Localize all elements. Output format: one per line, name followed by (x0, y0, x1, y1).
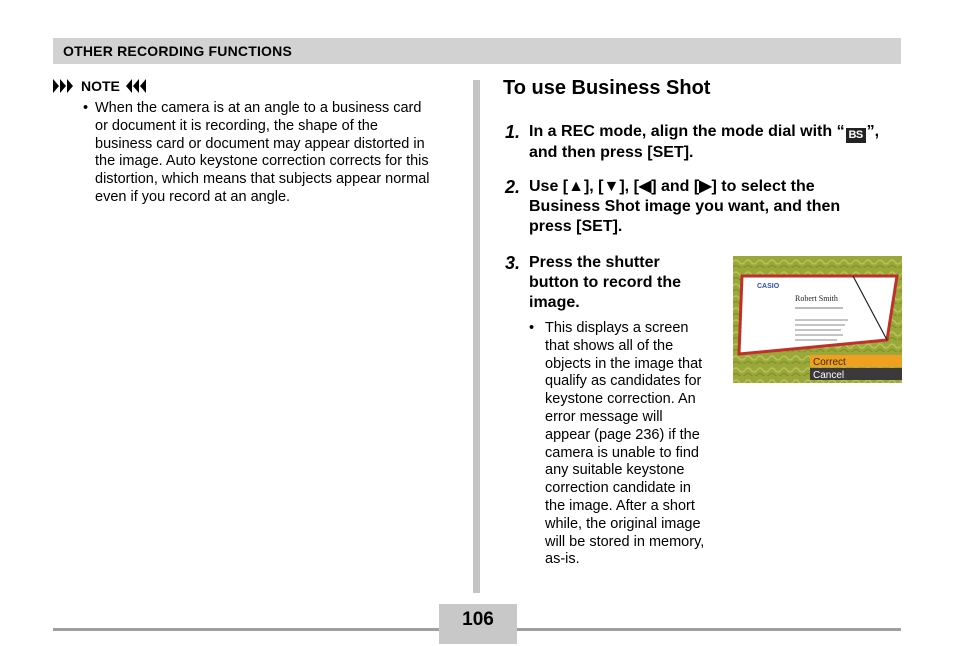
step-2-line: Use [▲], [▼], [◀] and [▶] to select the (529, 178, 815, 195)
step-1-line-1 (529, 122, 909, 143)
step-3-bullet-line: while, the original image (545, 515, 701, 532)
note-right-arrows-icon (126, 79, 148, 93)
section-title: To use Business Shot (503, 77, 711, 99)
step-3-bullet-line: This displays a screen (545, 320, 689, 336)
card-brand: CASIO (757, 283, 780, 290)
menu-item-correct: Correct (813, 357, 846, 368)
note-line: the image. Auto keystone correction corrects for this (95, 153, 429, 170)
step-3-bullet-text (529, 320, 719, 569)
step-3-number: 3. (505, 253, 521, 273)
note-line: distortion, which means that subjects appear normal (95, 171, 430, 188)
note-line: When the camera is at an angle to a business card (95, 100, 422, 116)
note-bullet: • (83, 100, 89, 116)
step-2-text (529, 177, 899, 237)
step-2-line: press [SET]. (529, 218, 623, 235)
page-number-box (439, 604, 517, 644)
note-body (80, 100, 452, 207)
camera-screen-image (733, 256, 902, 383)
step-3-bullet-line: objects in the image that (545, 355, 703, 372)
step-3-bullet-line: the image. After a short (545, 497, 695, 514)
note-heading (53, 78, 148, 94)
step-3-bullet: • (529, 320, 535, 336)
step-3-bullet-line: camera is unable to find (545, 444, 699, 461)
step-1-line-1-end: ”, (866, 123, 880, 140)
step-1-text (529, 122, 909, 163)
step-2-line: Business Shot image you want, and then (529, 198, 841, 215)
step-3-bullet-line: that shows all of the (545, 337, 674, 354)
step-3-line: Press the shutter (529, 254, 660, 271)
business-shot-mode-icon: BS (846, 128, 866, 143)
keystone-preview-illustration (733, 256, 902, 383)
section-header-title: OTHER RECORDING FUNCTIONS (63, 43, 292, 59)
column-divider (473, 80, 480, 593)
step-3-line: image. (529, 294, 580, 311)
menu-item-cancel: Cancel (813, 370, 845, 381)
step-3-bullet-line: any suitable keystone (545, 462, 685, 479)
page-number: 106 (462, 609, 494, 630)
step-1-number: 1. (505, 122, 521, 142)
step-1-line-2: and then press [SET]. (529, 144, 694, 161)
card-name: Robert Smith (795, 294, 838, 303)
step-3-bullet-line: as-is. (545, 551, 580, 568)
note-left-arrows-icon (53, 79, 75, 93)
section-header-bar (53, 38, 901, 64)
note-line: or document it is recording, the shape of the (95, 117, 378, 134)
note-label: NOTE (81, 78, 120, 94)
note-line: even if you record at an angle. (95, 188, 291, 205)
note-line: business card or document may appear distorted in (95, 135, 425, 152)
step-3-text (529, 253, 719, 313)
step-3-bullet-line: appear (page 236) if the (545, 426, 700, 443)
step-2-number: 2. (505, 177, 521, 197)
step-3-bullet-line: will be stored in memory, (545, 533, 705, 550)
step-3-bullet-line: keystone correction. An (545, 391, 696, 408)
step-3-line: button to record the (529, 274, 681, 291)
step-3-bullet-line: error message will (545, 408, 663, 425)
step-3-bullet-line: qualify as candidates for (545, 373, 702, 390)
step-3-bullet-line: correction candidate in (545, 480, 691, 497)
step-1-line-1-start: In a REC mode, align the mode dial with “ (529, 123, 845, 140)
